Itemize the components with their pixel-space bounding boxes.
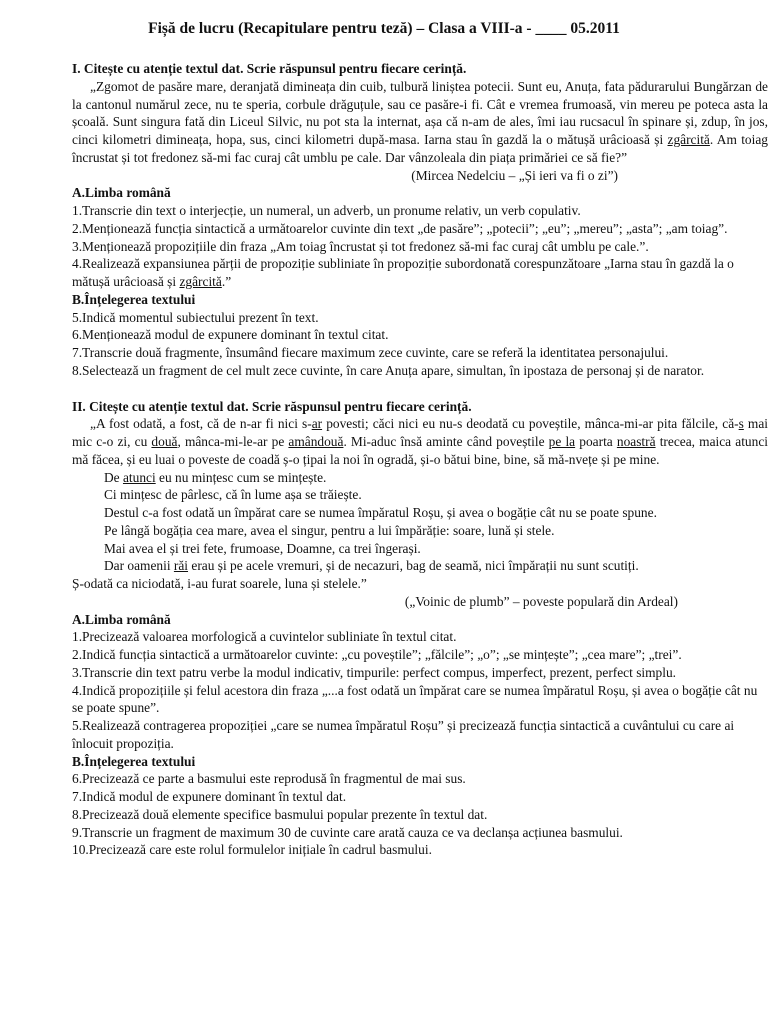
story-line bbox=[72, 557, 768, 575]
text-2-segment: , mânca-mi-le-ar pe bbox=[177, 434, 289, 449]
story-segment: eu nu mințesc cum se mințește. bbox=[155, 469, 327, 485]
task-4-end: .” bbox=[221, 274, 232, 289]
task-item: 7.Transcrie două fragmente, însumând fiecare maximum zece cuvinte, care se referă la identitatea personajului. bbox=[72, 345, 669, 360]
story-line: Mai avea el și trei fete, frumoase, Doamne, ca trei îngerași. bbox=[104, 540, 421, 556]
task-item: 10.Precizează care este rolul formulelor inițiale în cadrul basmului. bbox=[72, 842, 432, 858]
underlined-word: pe la bbox=[548, 434, 576, 449]
underlined-word: noastră bbox=[616, 434, 656, 449]
task-item: 8.Precizează două elemente specifice basmului popular prezente în textul dat. bbox=[72, 806, 488, 822]
task-item: 6.Menționează modul de expunere dominant în textul citat. bbox=[72, 327, 389, 343]
text-2-segment: mai mic c-o zi, cu bbox=[72, 416, 768, 449]
story-line: Ș-odată ca niciodată, i-au furat soarele, luna și stelele.” bbox=[72, 576, 367, 591]
task-item: 4.Indică propozițiile și felul acestora din fraza „...a fost odată un împărat care se numea împăratul Roșu, și avea o bogăție cât nu se poate spune”. bbox=[72, 682, 758, 716]
task-item: 5.Realizează contragerea propoziției „care se numea împăratul Roșu” și precizează funcția sintactică a cuvântului cu care ai înlocuit propoziția. bbox=[72, 718, 735, 751]
section-1-part-b-heading: B.Înțelegerea textului bbox=[72, 291, 196, 307]
text-2-segment: poarta bbox=[575, 434, 617, 449]
text-1-part-3: . Am toiag încrustat și tot fredonez să-mi fac curaj cât umblu pe cale. Dar vânzoleala din piața primăriei ce să fie?” bbox=[72, 132, 768, 165]
underlined-word: două bbox=[151, 434, 178, 449]
task-item: 6.Precizează ce parte a basmului este reprodusă în fragmentul de mai sus. bbox=[72, 771, 466, 787]
task-item: 3.Menționează propozițiile din fraza „Am toiag încrustat și tot fredonez să-mi fac curaj cât umblu pe cale.”. bbox=[72, 238, 649, 254]
task-item: 5.Indică momentul subiectului prezent în text. bbox=[72, 309, 319, 325]
task-item: 2.Indică funcția sintactică a următoarelor cuvinte: „cu poveștile”; „fălcile”; „o”; „se mințește”; „cea mare”; „trei”. bbox=[72, 647, 682, 662]
story-segment: De bbox=[104, 469, 123, 485]
text-1-part-2: Iarna stau în gazdă la o mătușă urâcioasă și bbox=[419, 132, 668, 147]
task-item: 3.Transcrie din text patru verbe la modul indicativ, timpurile: perfect compus, imperfect, prezent, perfect simplu. bbox=[72, 664, 676, 680]
story-line: Pe lângă bogăția cea mare, avea el singur, pentru a lui împărăție: soare, lună și stele. bbox=[104, 522, 555, 538]
section-2-part-b-heading: B.Înțelegerea textului bbox=[72, 753, 196, 769]
text-2-segment: povesti; căci nici eu nu-s deodată cu poveștile, mânca-mi-ar pita fălcile, că- bbox=[322, 416, 739, 432]
section-1-text bbox=[72, 78, 768, 167]
task-4-text: 4.Realizează expansiunea părții de propoziție subliniate în propoziție subordonată corespunzătoare „Iarna stau în gazdă la o mătușă urâcioasă și bbox=[72, 256, 734, 289]
task-item: 1.Transcrie din text o interjecție, un numeral, un adverb, un pronume relativ, un verb copulativ. bbox=[72, 203, 581, 218]
section-1-source: (Mircea Nedelciu – „Și ieri va fi o zi”) bbox=[411, 167, 618, 183]
section-1-part-a-heading: A.Limba română bbox=[72, 185, 171, 201]
story-line bbox=[72, 469, 768, 487]
underlined-word: amândouă bbox=[288, 434, 344, 449]
text-2-segment: trecea, maica atunci mă făcea, și eu luai o poveste de coadă ș-o țipai la noi în ogradă, și-o bătui bine, bine, să mă-nvețe și pe mine. bbox=[72, 434, 768, 467]
story-line: Destul c-a fost odată un împărat care se numea împăratul Roșu, și avea o bogăție cât nu se poate spune. bbox=[104, 505, 657, 520]
story-line: Ci mințesc de pârlesc, că în lume așa se trăiește. bbox=[104, 487, 362, 503]
section-spacer bbox=[72, 380, 768, 398]
task-item bbox=[72, 255, 768, 291]
text-2-segment: . Mi-aduc însă aminte când poveștile bbox=[343, 434, 549, 449]
page-title: Fișă de lucru (Recapitulare pentru teză) – Clasa a VIII-a - ____ 05.2011 bbox=[148, 20, 620, 37]
text-1-part-1: „Zgomot de pasăre mare, deranjată dimineața din cuib, tulbură liniștea potecii. Sunt eu, Anuța, fata pădurarului Bungărzan de la cantonul numărul zece, nu te speria, corbule drăguțule, sau ce pasăre-i fi. Cât e vremea frumoasă, vin mereu pe poteca asta la școală. Sunt singura fată din Liceul Silvic, nu pot sta la internat, așa că n-am de ales, îmi iau rucsacul în spinare și, zdup, în jos, cinci kilometri dimineața, hopa, sus, cinci kilometri după-masa. bbox=[72, 78, 768, 147]
task-item: 2.Menționează funcția sintactică a următoarelor cuvinte din text „de pasăre”; „potecii”; „eu”; „mereu”; „asta”; „am toiag”. bbox=[72, 220, 728, 236]
task-item: 7.Indică modul de expunere dominant în textul dat. bbox=[72, 789, 347, 804]
story-segment: erau și pe acele vremuri, și de necazuri, bag de seamă, nici împărații nu sunt scutiți. bbox=[188, 558, 639, 574]
task-item: 1.Precizează valoarea morfologică a cuvintelor subliniate în textul citat. bbox=[72, 629, 457, 645]
underlined-word: ar bbox=[311, 416, 323, 432]
underlined-word: zgârcită bbox=[667, 132, 710, 147]
text-2-segment: „A fost odată, a fost, că de n-ar fi nici s- bbox=[90, 416, 312, 432]
worksheet-content bbox=[72, 60, 768, 859]
story-segment: Dar oamenii bbox=[104, 558, 174, 574]
section-2-heading: II. Citește cu atenție textul dat. Scrie răspunsul pentru fiecare cerință. bbox=[72, 398, 472, 414]
task-item: 8.Selectează un fragment de cel mult zece cuvinte, în care Anuța apare, simultan, în ipostaza de personaj și de narator. bbox=[72, 362, 705, 378]
section-1-heading: I. Citește cu atenție textul dat. Scrie răspunsul pentru fiecare cerință. bbox=[72, 61, 467, 76]
underlined-word: zgârcită bbox=[179, 274, 222, 289]
underlined-word: răi bbox=[173, 558, 189, 574]
underlined-word: s bbox=[738, 416, 744, 432]
task-item: 9.Transcrie un fragment de maximum 30 de cuvinte care arată cauza ce va declanșa acțiunea basmului. bbox=[72, 824, 623, 840]
section-2-text bbox=[72, 415, 768, 468]
section-2-part-a-heading: A.Limba română bbox=[72, 611, 171, 627]
underlined-word: atunci bbox=[122, 469, 156, 485]
section-2-source: („Voinic de plumb” – poveste populară din Ardeal) bbox=[404, 593, 678, 609]
